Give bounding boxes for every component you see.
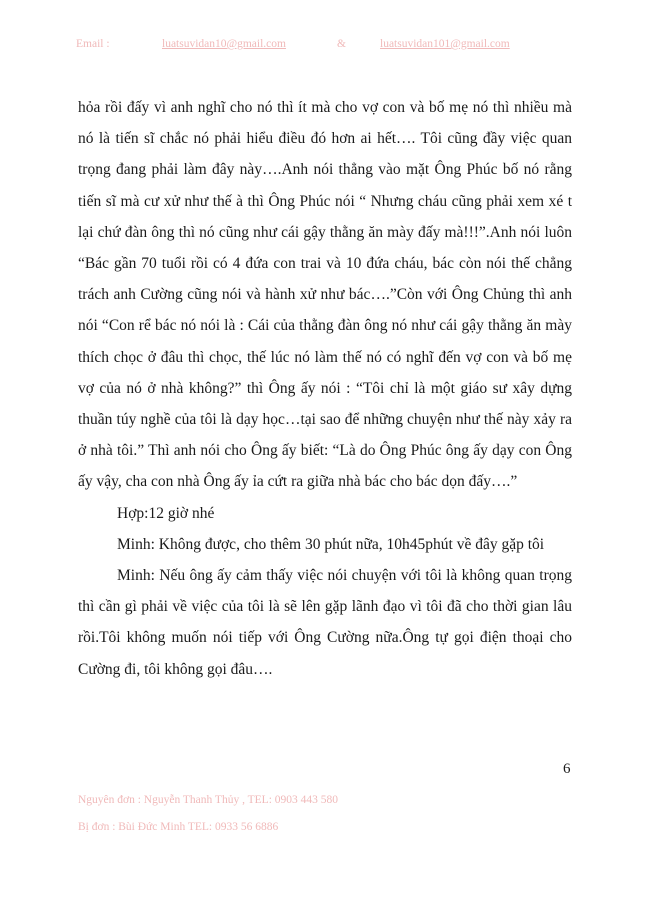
paragraph-minh-2: Minh: Nếu ông ấy cảm thấy việc nói chuyện với tôi là không quan trọng thì cần gì phải về việc của tôi là sẽ lên gặp lãnh đạo vì tôi đã cho thời gian lâu rồi.Tôi không muốn nói tiếp với Ông Cường nữa.Ông tự gọi điện thoại cho Cường đi, tôi không gọi đâu…. <box>78 567 572 678</box>
page-number: 6 <box>563 761 571 777</box>
paragraph-minh-1: Minh: Không được, cho thêm 30 phút nữa, 10h45phút về đây gặp tôi <box>117 535 545 553</box>
email-link-2[interactable]: luatsuvidan101@gmail.com <box>380 38 510 50</box>
email-link-1[interactable]: luatsuvidan10@gmail.com <box>162 38 286 50</box>
email-separator: & <box>337 38 346 50</box>
email-label: Email : <box>76 38 110 50</box>
page-header <box>0 38 650 58</box>
footer-defendant: Bị đơn : Bùi Đức Minh TEL: 0933 56 6886 <box>78 821 279 833</box>
document-body <box>78 92 572 685</box>
paragraph-narrative: hỏa rồi đấy vì anh nghĩ cho nó thì ít mà cho vợ con và bố mẹ nó thì nhiều mà nó là tiến sĩ chắc nó phải hiểu điều đó hơn ai hết…. Tôi cũng đầy việc quan trọng đang phải làm đây này….Anh nói thẳng vào mặt Ông Phúc bố nó rằng tiến sĩ mà cư xử như thế à thì Ông Phúc nói “ Nhưng cháu cũng phải xem xé t lại chứ đàn ông thì nó cũng như cái gậy thằng ăn mày đấy mà!!!”.Anh nói luôn “Bác gần 70 tuổi rồi có 4 đứa con trai và 10 đứa cháu, bác còn nói thế chẳng trách anh Cường cũng nói và hành xử như bác….”Còn với Ông Chủng thì anh nói “Con rể bác nó nói là : Cái của thằng đàn ông nó như cái gậy thằng ăn mày thích chọc ở đâu thì chọc, thế lúc nó làm thế nó có nghĩ đến vợ con và bố mẹ vợ của nó ở nhà không?” thì Ông ấy nói : “Tôi chỉ là một giáo sư xây dựng thuần túy nghề của tôi là dạy học…tại sao để những chuyện như thế này xảy ra ở nhà tôi.” Thì anh nói cho Ông ấy biết: “Là do Ông Phúc ông ấy dạy con Ông ấy vậy, cha con nhà Ông ấy ỉa cứt ra giữa nhà bác cho bác dọn đấy….” <box>78 99 572 491</box>
footer-plaintiff: Nguyên đơn : Nguyễn Thanh Thủy , TEL: 0903 443 580 <box>78 794 339 806</box>
paragraph-hop: Hợp:12 giờ nhé <box>117 504 215 522</box>
